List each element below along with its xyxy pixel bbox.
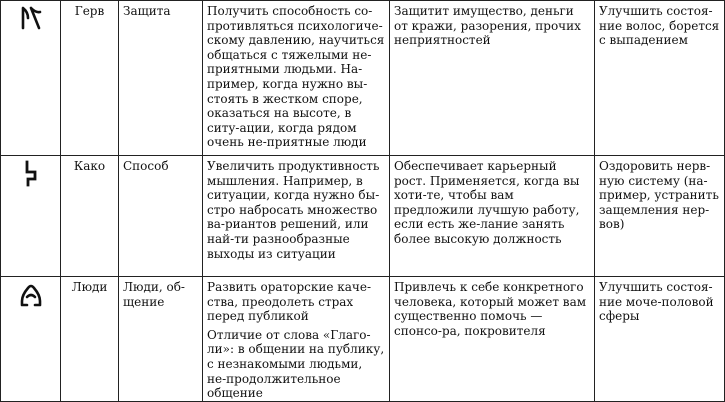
kako-rune-icon [19, 159, 43, 187]
glyph-cell [1, 277, 61, 402]
mind-effect-cell [203, 156, 390, 277]
health-effect-text: Улучшить состоя-ние моче-половой сферы [595, 277, 725, 402]
mind-effect-cell [203, 1, 390, 156]
mind-effect-cell [203, 277, 390, 402]
material-effect-text: Привлечь к себе конкретного человека, который может вам существенно помочь — спонсо-ра, покровителя [390, 277, 595, 402]
rune-name: Како [61, 156, 119, 277]
health-effect-text: Улучшить состоя-ние волос, борется с выпадением [595, 1, 725, 156]
rune-name: Герв [61, 1, 119, 156]
rune-meaning: Защита [119, 1, 203, 156]
table-row [1, 156, 725, 277]
table-row [1, 1, 725, 156]
rune-name: Люди [61, 277, 119, 402]
herv-rune-icon [19, 4, 43, 32]
rune-meaning: Люди, об-щение [119, 277, 203, 402]
mind-effect-text: Увеличить продуктивность мышления. Например, в ситуации, когда нужно бы-стро набросать множество ва-риантов решений, или най-ти разнообразные выходы из ситуации [207, 159, 380, 261]
material-effect-text: Обеспечивает карьерный рост. Применяется, когда вы хоти-те, чтобы вам предложили лучшую работу, если есть же-лание занять более высокую должность [390, 156, 595, 277]
table-row [1, 277, 725, 402]
health-effect-text: Оздоровить нерв-ную систему (на-пример, устранить защемления нер-вов) [595, 156, 725, 277]
mind-effect-text: Получить способность со-противляться психологиче-скому давлению, научиться общаться с тяжелыми не-приятными людьми. На-пример, когда нужно вы-стоять в жестком споре, оказаться на высоте, в ситу-ации, когда рядом очень не-приятные люди [207, 4, 385, 150]
material-effect-text: Защитит имущество, деньги от кражи, разорения, прочих неприятностей [390, 1, 595, 156]
rune-meaning: Способ [119, 156, 203, 277]
lyudi-rune-icon [18, 280, 44, 308]
glyph-cell [1, 156, 61, 277]
glyph-cell [1, 1, 61, 156]
mind-effect-note: Отличие от слова «Глаго-ли»: в общении на публику, с незнакомыми людьми, не-продолжительное общение [207, 327, 385, 401]
mind-effect-text: Развить ораторские качe-ства, преодолеть страх перед публикой [207, 280, 371, 324]
